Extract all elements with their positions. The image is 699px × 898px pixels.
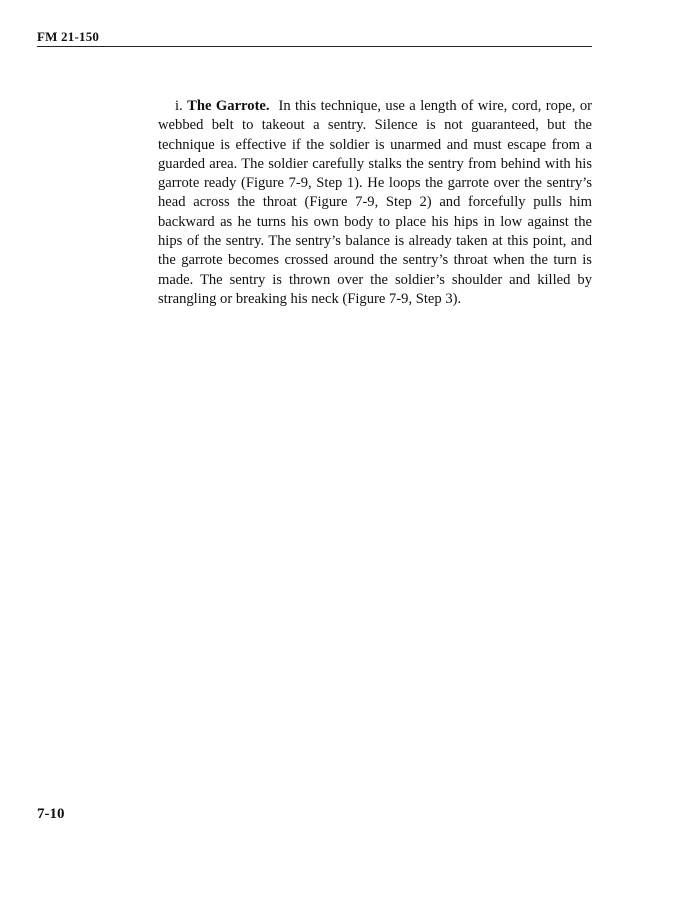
section-body: In this technique, use a length of wire, cord, rope, or webbed belt to takeout a sentry. Silence is not guaranteed, but the technique is effective if the soldier is unarmed and must escape from a guarded area. The soldier carefully stalks the sentry from behind with his garrote ready (Figure 7-9, Step 1). He loops the garrote over the sentry’s head across the throat (Figure 7-9, Step 2) and forcefully pulls him backward as he turns his own body to place his hips in low against the hips of the sentry. The sentry’s balance is already taken at this point, and the garrote becomes crossed around the sentry’s throat when the turn is made. The sentry is thrown over the soldier’s shoulder and killed by strangling or breaking his neck (Figure 7-9, Step 3). <box>158 98 592 307</box>
manual-id: FM 21-150 <box>37 29 100 44</box>
section-label: i. <box>175 98 183 114</box>
garrote-section <box>158 97 592 309</box>
section-title: The Garrote. <box>187 98 270 114</box>
section-paragraph <box>158 97 592 309</box>
running-header <box>37 26 592 47</box>
page-number: 7-10 <box>37 806 65 822</box>
